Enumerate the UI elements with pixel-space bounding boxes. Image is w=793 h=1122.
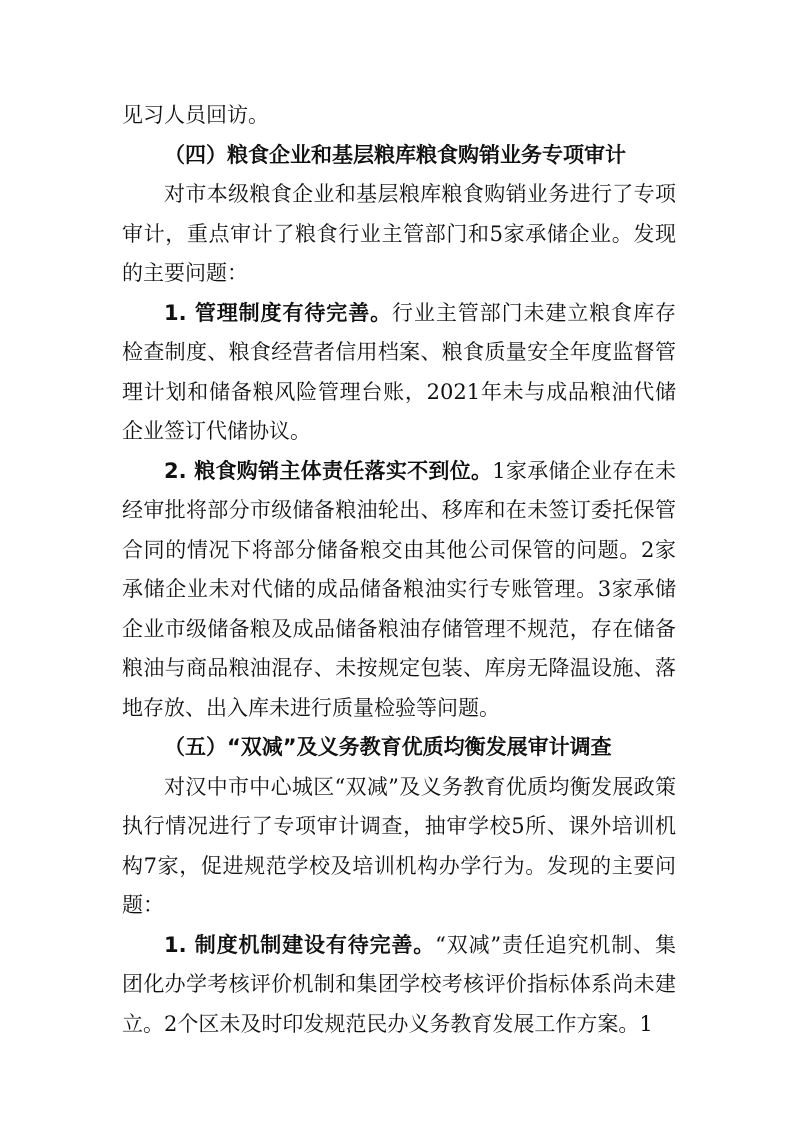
issue-lead: 1. 管理制度有待完善。 <box>164 300 393 325</box>
issue-item-4-2 <box>122 452 676 729</box>
section-heading-5: （五）“双减”及义务教育优质均衡发展审计调查 <box>164 735 612 759</box>
paragraph-continuation: 见习人员回访。 <box>122 103 269 127</box>
paragraph-intro-4: 对市本级粮食企业和基层粮库粮食购销业务进行了专项审计，重点审计了粮食行业主管部门和5家承储企业。发现的主要问题： <box>122 182 676 285</box>
document-page <box>122 96 676 1044</box>
paragraph-intro-5: 对汉中市中心城区“双减”及义务教育优质均衡发展政策执行情况进行了专项审计调查，抽审学校5所、课外培训机构7家，促进规范学校及培训机构办学行为。发现的主要问题： <box>122 774 676 917</box>
issue-lead: 1. 制度机制建设有待完善。 <box>164 932 436 957</box>
issue-text: 行业主管部门未建立粮食库存检查制度、粮食经营者信用档案、粮食质量安全年度监督管理计划和储备粮风险管理台账，2021年未与成品粮油代储企业签订代储协议。 <box>122 300 677 443</box>
issue-item-4-1 <box>122 294 676 452</box>
issue-text: 1家承储企业存在未经审批将部分市级储备粮油轮出、移库和在未签订委托保管合同的情况下将部分储备粮交由其他公司保管的问题。2家承储企业未对代储的成品储备粮油实行专账管理。3家承储企业市级储备粮及成品储备粮油存储管理不规范，存在储备粮油与商品粮油混存、未按规定包装、库房无降温设施、落地存放、出入库未进行质量检验等问题。 <box>122 458 676 720</box>
section-heading-4: （四）粮食企业和基层粮库粮食购销业务专项审计 <box>164 142 626 167</box>
issue-text: “双减”责任追究机制、集团化办学考核评价机制和集团学校考核评价指标体系尚未建立。2个区未及时印发规范民办义务教育发展工作方案。1 <box>122 932 676 1036</box>
issue-lead: 2. 粮食购销主体责任落实不到位。 <box>164 458 493 483</box>
issue-item-5-1 <box>122 926 676 1045</box>
